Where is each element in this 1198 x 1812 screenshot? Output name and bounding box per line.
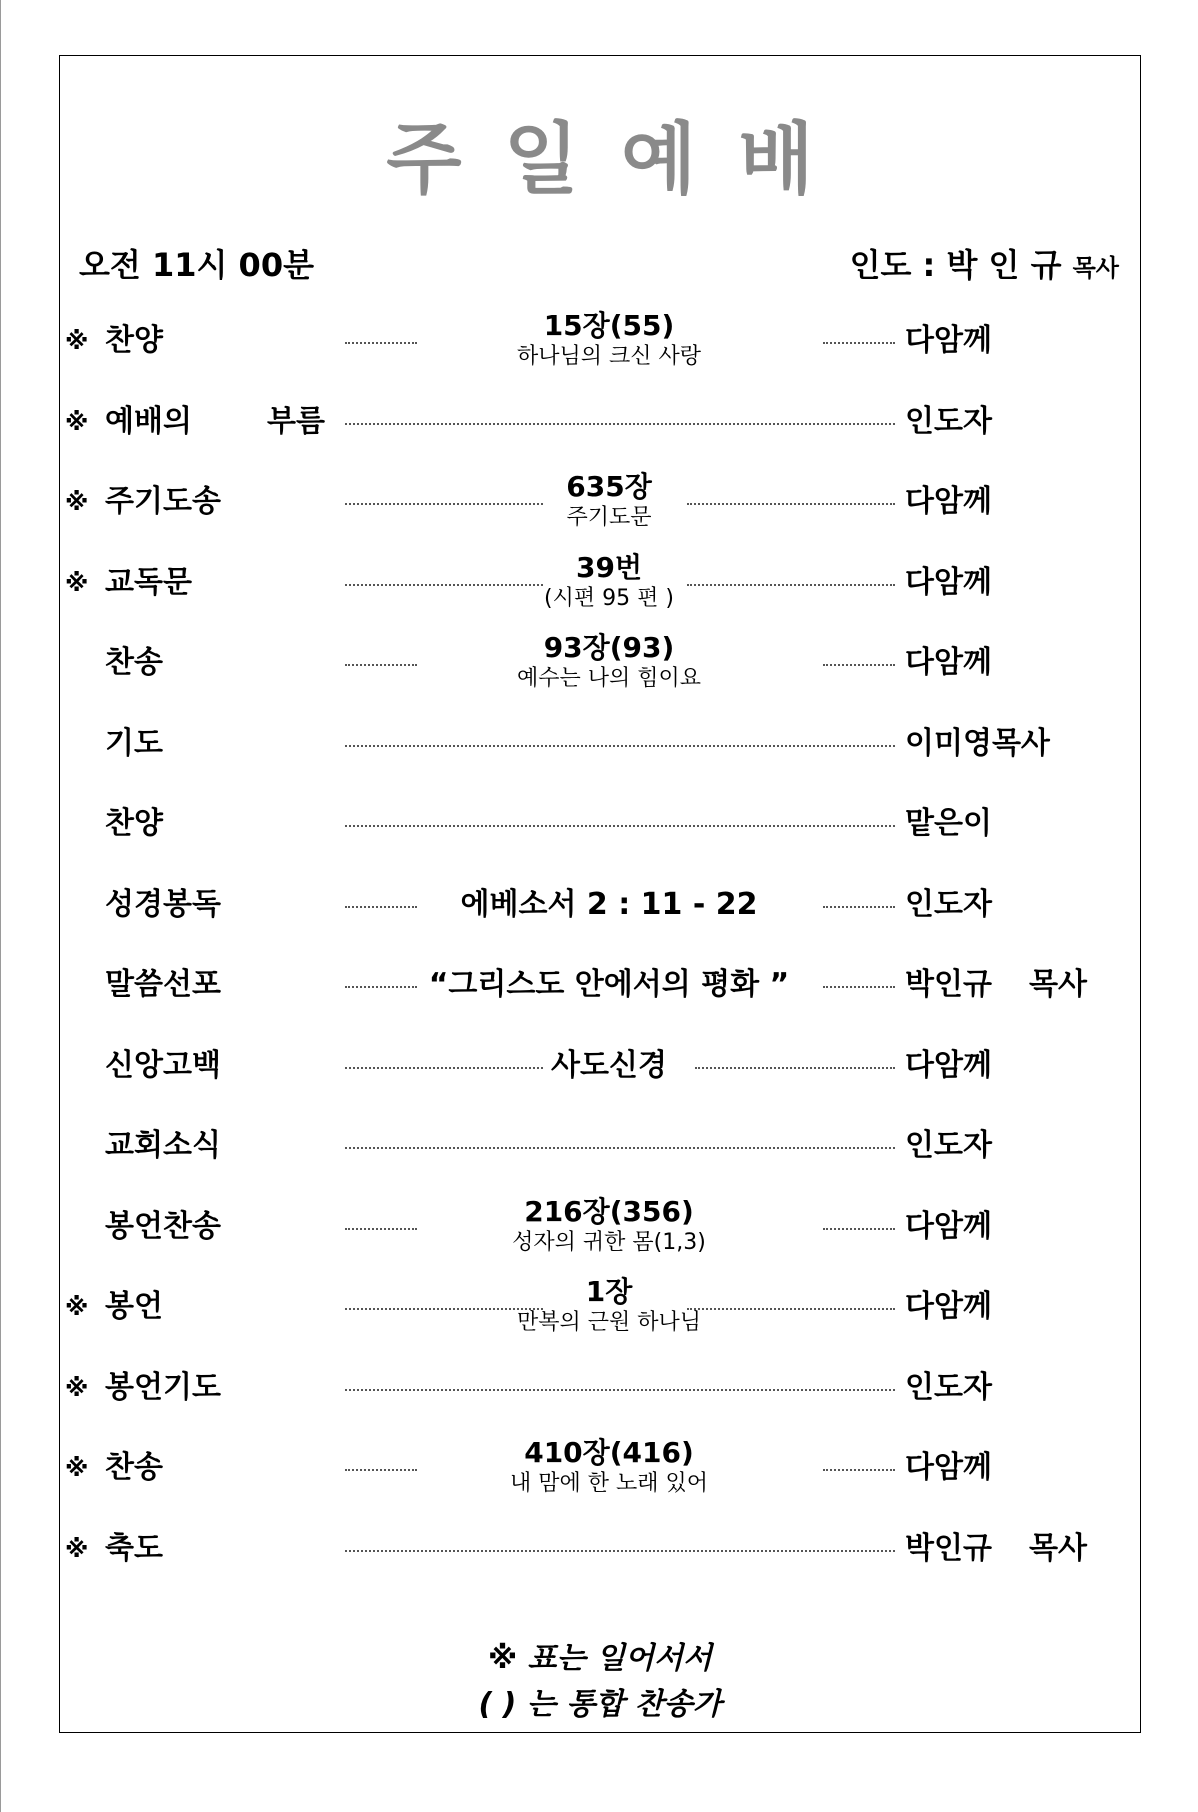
leader-dots [345, 423, 895, 425]
worship-item-row [59, 865, 1141, 945]
leader-dots [345, 745, 895, 747]
service-leader [850, 243, 1119, 290]
worship-item-row [59, 301, 1141, 381]
hymn-title: 주기도문 [566, 505, 652, 530]
standing-mark: ※ [65, 1534, 89, 1563]
leader-dots [345, 1147, 895, 1149]
hymn-number: 15장(55) [543, 309, 675, 342]
service-time: 오전 11시 00분 [79, 246, 314, 284]
page-title: 주일예배 [386, 115, 856, 205]
worship-item-leader: 박인규 목사 [905, 967, 1087, 1002]
hymn-number: 635장 [566, 470, 652, 503]
leader-dots [345, 1389, 895, 1391]
worship-item-label: 찬양 [105, 806, 163, 841]
worship-item-leader: 인도자 [905, 886, 992, 922]
worship-item-row [59, 1428, 1141, 1508]
worship-item-leader: 다암께 [905, 1047, 992, 1083]
hymn-number: 1장 [585, 1275, 633, 1308]
worship-item-row [59, 382, 1141, 462]
leader-dots [345, 1550, 895, 1552]
leader-dots [345, 825, 895, 827]
worship-item-label: 예배의 부름 [105, 403, 325, 439]
worship-item-leader: 맡은이 [905, 806, 992, 841]
worship-item-label: 신앙고백 [105, 1047, 221, 1083]
hymn-title: 예수는 나의 힘이요 [516, 666, 701, 691]
worship-item-leader: 이미영목사 [905, 725, 1050, 761]
worship-item-label: 말씀선포 [105, 967, 221, 1002]
worship-item-detail [359, 470, 859, 532]
standing-mark: ※ [65, 407, 89, 436]
worship-item-row [59, 704, 1141, 784]
hymn-title: 만복의 근원 하나님 [516, 1310, 701, 1335]
footer-note-hymnal: ( ) 는 통합 찬송가 [478, 1687, 722, 1722]
worship-item-row [59, 1348, 1141, 1428]
hymn-number: 216장(356) [524, 1194, 694, 1228]
service-leader-title: 목사 [1072, 254, 1119, 282]
standing-mark: ※ [65, 568, 89, 597]
worship-item-leader: 박인규 목사 [905, 1530, 1087, 1566]
hymn-title: 하나님의 크신 사랑 [516, 344, 701, 369]
worship-item-leader: 다암께 [905, 1208, 992, 1244]
worship-item-label: 봉언 [105, 1289, 163, 1324]
hymn-number: 410장(416) [524, 1436, 694, 1469]
worship-item-label: 봉언찬송 [105, 1208, 221, 1244]
worship-item-detail [359, 631, 859, 693]
worship-item-leader: 다암께 [905, 484, 992, 519]
worship-item-label: 성경봉독 [105, 886, 221, 922]
service-leader-name: 인도 : 박 인 규 [849, 246, 1062, 284]
standing-mark: ※ [65, 327, 89, 355]
standing-mark: ※ [65, 1454, 89, 1482]
footer-note-standing: ※ 표는 일어서서 [488, 1641, 712, 1676]
worship-item-row [59, 1026, 1141, 1106]
worship-item-label: 교독문 [105, 564, 192, 600]
worship-item-label: 찬양 [105, 323, 163, 358]
standing-mark: ※ [65, 1373, 89, 1402]
hymn-title: 성자의 귀한 몸(1,3) [512, 1229, 706, 1255]
worship-item-leader: 인도자 [905, 1369, 992, 1405]
hymn-number: 39번 [575, 550, 642, 584]
worship-item-label: 찬송 [105, 1450, 163, 1485]
worship-item-label: 교회소식 [105, 1128, 221, 1163]
worship-item-row [59, 462, 1141, 542]
worship-item-row [59, 623, 1141, 703]
worship-item-label: 찬송 [105, 645, 163, 680]
worship-item-row [59, 1509, 1141, 1589]
worship-item-row [59, 1187, 1141, 1267]
worship-item-label: 주기도송 [105, 484, 221, 519]
standing-mark: ※ [65, 1293, 89, 1321]
worship-item-detail [359, 1436, 859, 1498]
worship-item-detail [359, 1195, 859, 1257]
worship-item-detail: “그리스도 안에서의 평화 ” [428, 967, 790, 1002]
worship-item-detail [359, 1275, 859, 1337]
worship-item-leader: 다암께 [905, 323, 992, 358]
worship-item-row [59, 1267, 1141, 1347]
worship-item-leader: 다암께 [905, 645, 992, 680]
worship-item-detail: 에베소서 2 : 11 - 22 [460, 886, 758, 922]
worship-item-leader: 인도자 [905, 1128, 992, 1163]
worship-item-leader: 인도자 [905, 403, 992, 439]
worship-item-leader: 다암께 [905, 1450, 992, 1485]
worship-item-label: 축도 [105, 1530, 163, 1566]
worship-item-leader: 다암께 [905, 1289, 992, 1324]
hymn-number: 93장(93) [543, 631, 675, 664]
worship-item-leader: 다암께 [905, 564, 992, 600]
worship-item-label: 봉언기도 [105, 1369, 221, 1405]
hymn-title: (시편 95 편 ) [544, 585, 674, 611]
worship-item-row [59, 543, 1141, 623]
worship-item-detail [359, 309, 859, 371]
worship-item-detail: 사도신경 [551, 1047, 667, 1083]
worship-item-detail [359, 551, 859, 613]
worship-item-row [59, 784, 1141, 864]
worship-item-label: 기도 [105, 725, 163, 761]
worship-item-row [59, 1106, 1141, 1186]
hymn-title: 내 맘에 한 노래 있어 [510, 1471, 708, 1496]
worship-item-row [59, 945, 1141, 1025]
standing-mark: ※ [65, 488, 89, 516]
